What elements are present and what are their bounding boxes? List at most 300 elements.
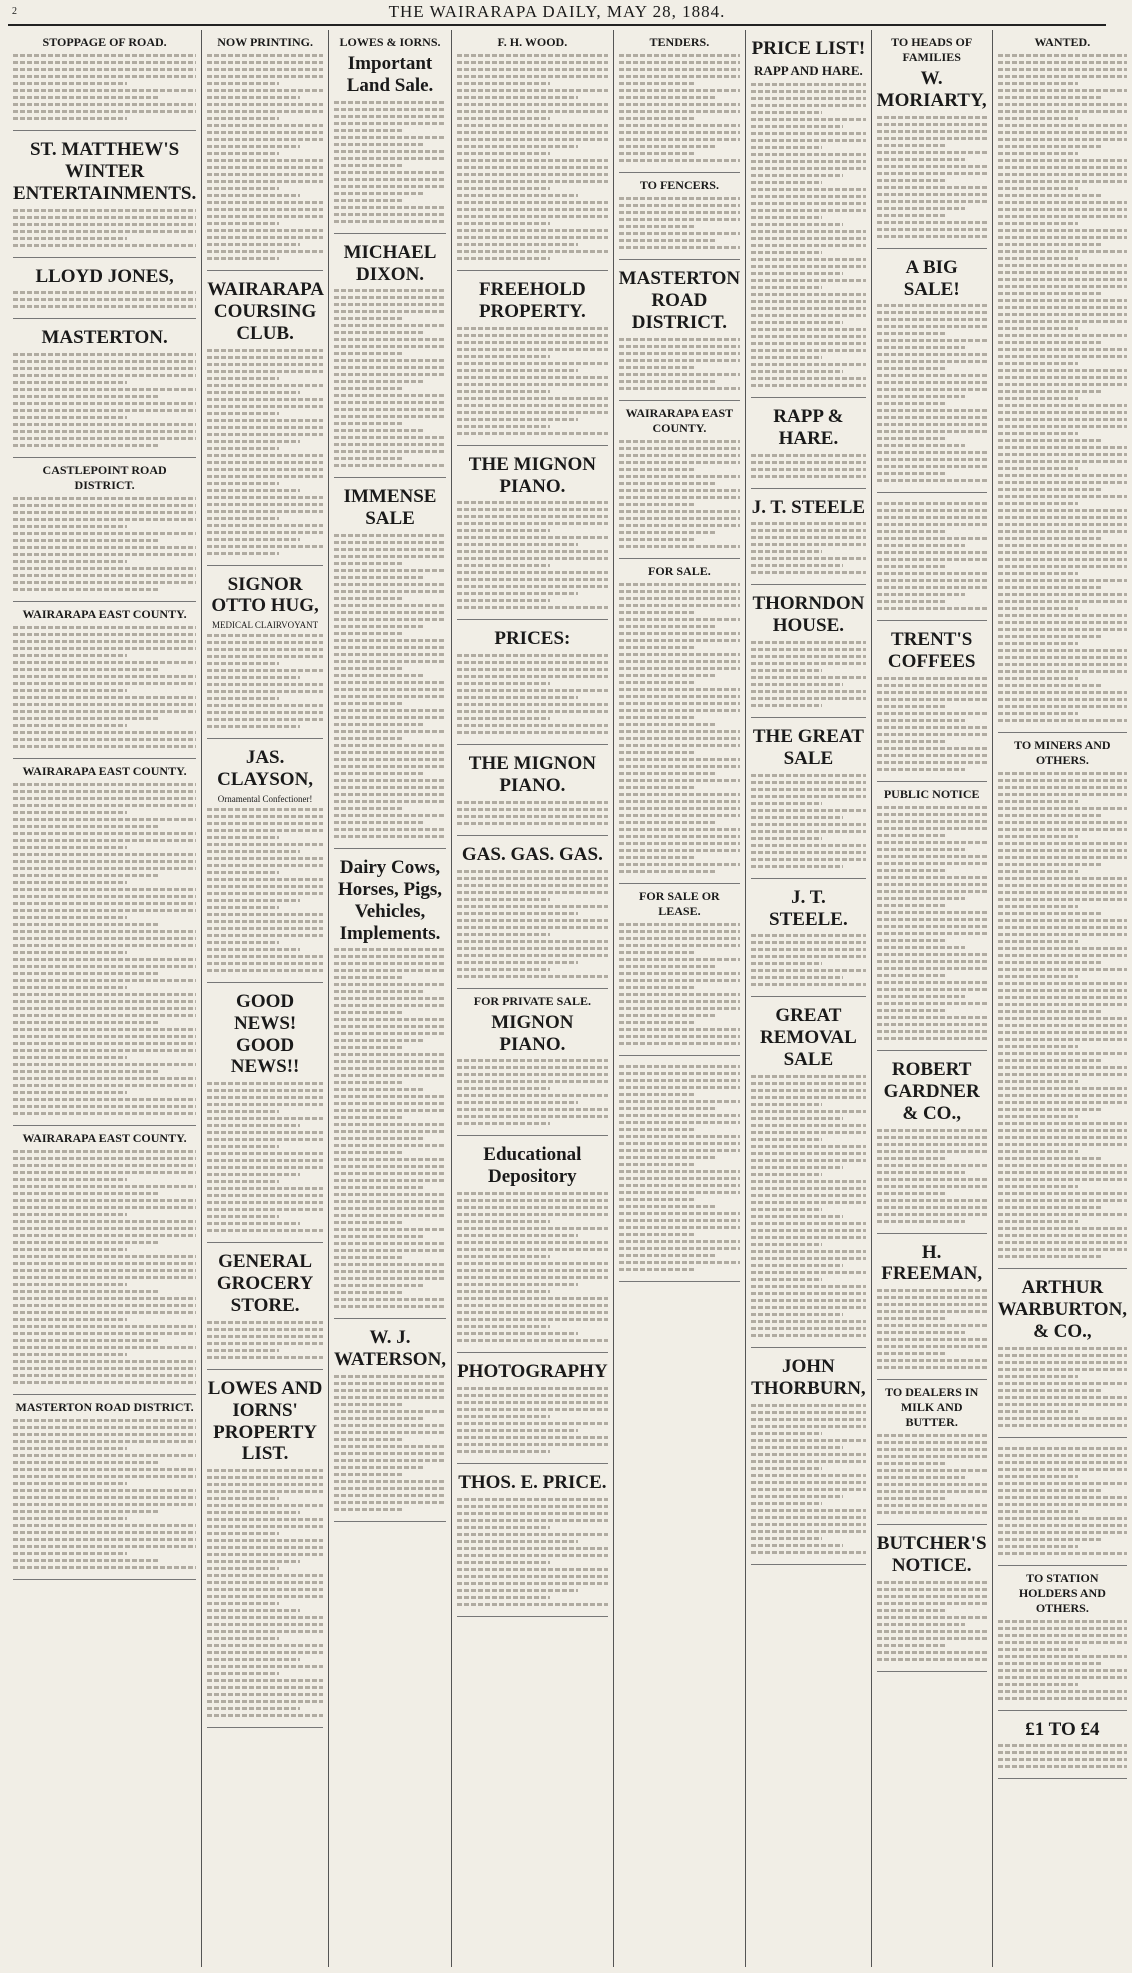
text-line (457, 1304, 608, 1307)
text-line (457, 1192, 608, 1195)
text-line (751, 529, 866, 532)
ad-body-text (877, 502, 987, 610)
text-line (751, 356, 822, 359)
text-line (13, 846, 127, 849)
advertisement (334, 30, 446, 234)
text-line (13, 626, 196, 629)
text-line (619, 454, 740, 457)
text-line (877, 430, 987, 433)
text-line (877, 911, 987, 914)
text-line (877, 479, 987, 482)
text-line (998, 1475, 1078, 1478)
text-line (457, 1283, 577, 1286)
text-line (877, 360, 987, 363)
text-line (13, 1084, 196, 1087)
text-line (998, 1157, 1102, 1160)
text-line (334, 1109, 446, 1112)
text-line (619, 197, 740, 200)
text-line (998, 1690, 1127, 1693)
text-line (13, 909, 196, 912)
text-line (877, 395, 965, 398)
text-line (13, 1566, 196, 1569)
text-line (998, 656, 1127, 659)
text-line (13, 1419, 196, 1422)
text-line (457, 522, 608, 525)
text-line (998, 145, 1102, 148)
text-line (619, 1107, 716, 1110)
text-line (457, 975, 608, 978)
ad-heading: TO DEALERS IN MILK AND BUTTER. (885, 1385, 979, 1430)
text-line (207, 1644, 323, 1647)
text-line (334, 464, 446, 467)
advertisement (13, 258, 196, 320)
text-line (998, 299, 1127, 302)
text-line (13, 860, 196, 863)
text-line (457, 529, 550, 532)
text-line (751, 160, 866, 163)
text-line (751, 1495, 843, 1498)
text-line (207, 503, 323, 506)
text-line (619, 496, 740, 499)
text-line (457, 940, 608, 943)
text-line (457, 327, 608, 330)
text-line (751, 272, 843, 275)
advertisement (207, 1370, 323, 1728)
ad-body-text (751, 454, 866, 478)
text-line (334, 821, 424, 824)
text-line (998, 110, 1127, 113)
text-line (619, 387, 740, 390)
ad-body-text (877, 1581, 987, 1661)
text-line (457, 926, 608, 929)
text-line (998, 236, 1127, 239)
text-line (877, 1455, 987, 1458)
text-line (619, 1240, 740, 1243)
text-line (207, 1665, 323, 1668)
text-line (334, 1431, 446, 1434)
text-line (457, 1227, 608, 1230)
text-line (998, 257, 1078, 260)
text-line (998, 1641, 1127, 1644)
text-line (998, 1552, 1127, 1555)
text-line (13, 1234, 196, 1237)
ad-body-text (619, 54, 740, 162)
text-line (457, 166, 608, 169)
text-line (998, 933, 1127, 936)
text-line (877, 918, 987, 921)
text-line (334, 422, 403, 425)
text-line (13, 1346, 196, 1349)
text-line (457, 564, 550, 567)
text-line (334, 1389, 446, 1392)
text-line (457, 1115, 608, 1118)
text-line (751, 216, 822, 219)
text-line (877, 437, 945, 440)
text-line (207, 1553, 323, 1556)
text-line (751, 543, 866, 546)
text-line (877, 705, 945, 708)
text-line (13, 402, 196, 405)
text-line (13, 1185, 196, 1188)
text-line (457, 550, 608, 553)
text-line (998, 243, 1102, 246)
text-line (207, 1609, 300, 1612)
text-line (13, 1007, 196, 1010)
text-line (751, 104, 866, 107)
text-line (457, 1255, 550, 1258)
text-line (877, 186, 987, 189)
text-line (998, 1538, 1102, 1541)
text-line (998, 222, 1078, 225)
advertisement (877, 1051, 987, 1234)
text-line (998, 1382, 1127, 1385)
text-line (751, 293, 866, 296)
text-line (751, 174, 843, 177)
text-line (13, 1213, 127, 1216)
text-line (998, 719, 1127, 722)
ad-heading: LOWES & IORNS. (339, 35, 441, 49)
text-line (619, 489, 740, 492)
text-line (998, 635, 1102, 638)
text-line (457, 1505, 608, 1508)
text-line (877, 960, 987, 963)
text-line (877, 318, 987, 321)
ad-body-text (751, 1404, 866, 1554)
text-line (13, 1482, 127, 1485)
text-line (457, 1101, 577, 1104)
text-line (619, 338, 740, 341)
text-line (751, 830, 866, 833)
text-line (877, 1637, 987, 1640)
text-line (207, 1539, 323, 1542)
text-line (457, 682, 550, 685)
text-line (998, 306, 1127, 309)
text-line (998, 905, 1078, 908)
ad-display-line: PRICE LIST! (751, 38, 866, 59)
text-line (207, 962, 323, 965)
text-line (207, 1693, 323, 1696)
text-line (13, 654, 127, 657)
advertisement (13, 759, 196, 1126)
text-line (751, 823, 866, 826)
text-line (334, 1242, 446, 1245)
ad-heading: TENDERS. (649, 35, 710, 49)
text-line (207, 454, 323, 457)
ad-body-text (457, 1498, 608, 1606)
text-line (334, 1172, 446, 1175)
text-line (457, 1568, 608, 1571)
text-line (13, 1035, 196, 1038)
text-line (13, 1112, 196, 1115)
text-line (998, 369, 1127, 372)
text-line (619, 972, 740, 975)
text-line (877, 1658, 987, 1661)
ad-heading: TO FENCERS. (639, 178, 719, 192)
text-line (751, 1411, 866, 1414)
text-line (877, 684, 987, 687)
text-line (207, 704, 323, 707)
text-line (877, 834, 945, 837)
ad-heading: TO HEADS OF FAMILIES (891, 35, 973, 64)
text-line (334, 1144, 446, 1147)
text-line (207, 1532, 279, 1535)
text-line (877, 346, 965, 349)
text-line (877, 806, 987, 809)
text-line (457, 1394, 608, 1397)
text-line (457, 1422, 608, 1425)
text-line (13, 1077, 196, 1080)
text-line (207, 447, 279, 450)
text-line (207, 634, 323, 637)
text-line (13, 353, 196, 356)
text-line (998, 670, 1127, 673)
text-line (334, 1487, 446, 1490)
text-line (13, 416, 127, 419)
text-line (877, 137, 987, 140)
text-line (877, 1192, 945, 1195)
text-line (877, 1366, 987, 1369)
text-line (334, 185, 446, 188)
text-line (877, 862, 987, 865)
text-line (457, 131, 608, 134)
advertisement (751, 1348, 866, 1565)
text-line (998, 828, 1127, 831)
ad-body-text (457, 654, 608, 734)
text-line (877, 677, 987, 680)
text-line (13, 511, 196, 514)
text-line (457, 668, 608, 671)
text-line (457, 1234, 577, 1237)
text-line (13, 1325, 196, 1328)
advertisement (751, 879, 866, 998)
text-line (998, 1038, 1127, 1041)
text-line (619, 1261, 740, 1264)
text-line (13, 1538, 196, 1541)
text-line (751, 941, 866, 944)
text-line (877, 1483, 987, 1486)
text-line (877, 144, 945, 147)
text-line (207, 391, 300, 394)
text-line (877, 544, 965, 547)
text-line (334, 289, 446, 292)
text-line (334, 639, 446, 642)
text-line (619, 849, 740, 852)
text-line (619, 1135, 740, 1138)
newspaper-column (872, 30, 993, 1967)
text-line (877, 1623, 965, 1626)
text-line (877, 207, 965, 210)
text-line (13, 574, 196, 577)
text-line (334, 674, 424, 677)
text-line (334, 730, 446, 733)
text-line (207, 89, 323, 92)
text-line (751, 571, 866, 574)
text-line (334, 1158, 446, 1161)
text-line (207, 166, 323, 169)
text-line (13, 216, 196, 219)
text-line (207, 934, 323, 937)
text-line (877, 1644, 945, 1647)
text-line (334, 1228, 446, 1231)
text-line (998, 779, 1127, 782)
text-line (751, 188, 866, 191)
advertisement (207, 739, 323, 983)
text-line (207, 1679, 323, 1682)
text-line (457, 592, 577, 595)
text-line (751, 1453, 866, 1456)
text-line (619, 1226, 740, 1229)
text-line (751, 1089, 866, 1092)
text-line (877, 221, 987, 224)
advertisement (751, 997, 866, 1348)
text-line (877, 855, 987, 858)
text-line (877, 1588, 987, 1591)
text-line (457, 61, 608, 64)
text-line (207, 1651, 323, 1654)
text-line (457, 194, 577, 197)
text-line (13, 1192, 160, 1195)
text-line (998, 348, 1127, 351)
text-line (619, 779, 740, 782)
text-line (207, 131, 323, 134)
text-line (13, 1426, 196, 1429)
text-line (998, 807, 1127, 810)
text-line (751, 1313, 843, 1316)
text-line (13, 1021, 160, 1024)
text-line (13, 103, 196, 106)
text-line (998, 1531, 1127, 1534)
text-line (457, 173, 608, 176)
text-line (877, 123, 987, 126)
ad-body-text (619, 440, 740, 548)
text-line (998, 1410, 1078, 1413)
text-line (619, 1065, 740, 1068)
text-line (207, 349, 323, 352)
text-line (619, 1156, 716, 1159)
text-line (998, 961, 1102, 964)
text-line (334, 555, 446, 558)
text-line (998, 1744, 1127, 1747)
text-line (457, 1199, 608, 1202)
text-line (877, 1199, 987, 1202)
text-line (751, 244, 866, 247)
text-line (334, 136, 446, 139)
text-line (619, 730, 740, 733)
text-line (457, 250, 608, 253)
text-line (457, 599, 550, 602)
text-line (998, 1676, 1127, 1679)
advertisement (877, 249, 987, 494)
ad-body-text (619, 197, 740, 249)
text-line (207, 1546, 323, 1549)
text-line (998, 898, 1127, 901)
text-line (877, 172, 987, 175)
text-line (457, 1241, 608, 1244)
ad-display-line: THE GREAT SALE (752, 726, 864, 769)
text-line (13, 797, 196, 800)
text-line (457, 1073, 608, 1076)
text-line (13, 1311, 196, 1314)
text-line (207, 718, 323, 721)
text-line (207, 1194, 323, 1197)
text-line (207, 1201, 323, 1204)
text-line (13, 1241, 160, 1244)
ad-display-line: MASTERTON. (41, 327, 168, 349)
text-line (457, 334, 608, 337)
text-line (457, 425, 550, 428)
text-line (457, 1122, 550, 1125)
text-line (13, 291, 196, 294)
text-line (998, 1213, 1127, 1216)
text-line (334, 1137, 424, 1140)
text-line (998, 856, 1127, 859)
ad-heading: TO STATION HOLDERS AND OTHERS. (1018, 1570, 1106, 1615)
text-line (619, 1093, 694, 1096)
text-line (13, 731, 196, 734)
text-line (207, 641, 323, 644)
ad-body-text (13, 497, 196, 591)
text-line (751, 676, 866, 679)
text-line (877, 444, 965, 447)
text-line (877, 1441, 987, 1444)
text-line (457, 815, 608, 818)
text-line (13, 1157, 196, 1160)
text-line (334, 157, 446, 160)
text-line (751, 1320, 866, 1323)
text-line (13, 710, 196, 713)
text-line (13, 965, 196, 968)
text-line (13, 532, 196, 535)
text-line (619, 75, 740, 78)
text-line (457, 117, 550, 120)
text-line (877, 502, 987, 505)
ad-heading: FOR SALE. (648, 563, 711, 578)
text-line (207, 927, 323, 930)
text-line (751, 1138, 822, 1141)
text-line (619, 61, 740, 64)
text-line (457, 1526, 550, 1529)
text-line (751, 522, 866, 525)
text-line (877, 904, 945, 907)
text-line (877, 1359, 987, 1362)
text-line (457, 1450, 550, 1453)
text-line (457, 138, 608, 141)
text-line (13, 395, 160, 398)
text-line (751, 788, 866, 791)
text-line (619, 986, 694, 989)
text-line (751, 209, 866, 212)
text-line (877, 761, 987, 764)
text-line (13, 68, 196, 71)
text-line (619, 737, 740, 740)
text-line (751, 384, 866, 387)
text-line (334, 408, 446, 411)
text-line (457, 501, 608, 504)
text-line (13, 553, 196, 556)
text-line (334, 220, 446, 223)
text-line (877, 1504, 987, 1507)
text-line (998, 642, 1078, 645)
text-line (334, 1263, 446, 1266)
text-line (619, 1177, 740, 1180)
text-line (998, 180, 1127, 183)
text-line (13, 1290, 160, 1293)
text-line (207, 948, 300, 951)
text-line (877, 465, 987, 468)
text-line (334, 1046, 403, 1049)
advertisement (998, 30, 1127, 733)
text-line (877, 733, 987, 736)
